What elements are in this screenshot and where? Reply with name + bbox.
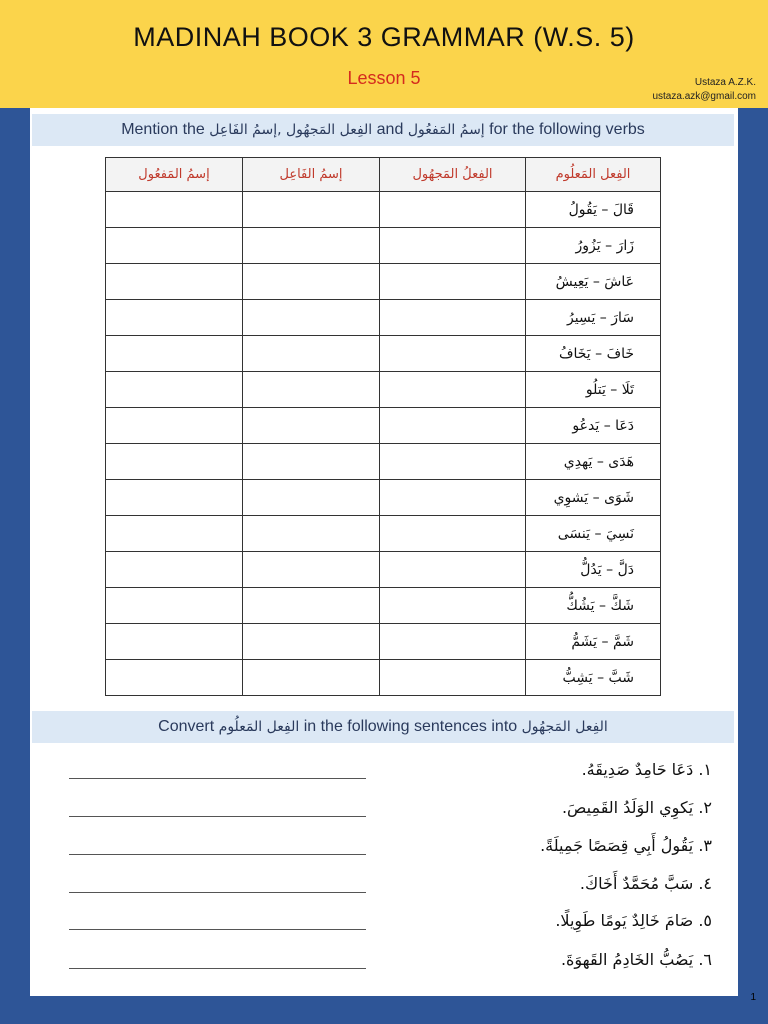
answer-cell[interactable] — [106, 192, 243, 228]
answer-cell[interactable] — [243, 552, 380, 588]
answer-cell[interactable] — [243, 516, 380, 552]
answer-line[interactable] — [69, 929, 366, 930]
answer-line[interactable] — [69, 778, 366, 779]
table-header-row — [106, 158, 661, 192]
answer-cell[interactable] — [380, 624, 526, 660]
table-row — [106, 480, 661, 516]
lesson-label: Lesson 5 — [347, 68, 421, 88]
answer-cell[interactable] — [106, 408, 243, 444]
table-row — [106, 624, 661, 660]
answer-cell[interactable] — [380, 228, 526, 264]
sentence-row — [66, 836, 712, 866]
answer-cell[interactable] — [106, 228, 243, 264]
answer-cell[interactable] — [243, 624, 380, 660]
verb-cell: خَافَ – يَخَافُ — [526, 336, 661, 372]
table-row — [106, 300, 661, 336]
answer-cell[interactable] — [106, 300, 243, 336]
answer-cell[interactable] — [380, 300, 526, 336]
answer-line[interactable] — [69, 816, 366, 817]
table-row — [106, 408, 661, 444]
section2-middle: in the following sentences into — [303, 718, 518, 735]
table-row — [106, 192, 661, 228]
section2-term1: الفِعل المَعلُوم — [218, 719, 300, 735]
verb-cell: شَبَّ – يَشِبُّ — [526, 660, 661, 696]
answer-cell[interactable] — [106, 444, 243, 480]
section2-term2: الفِعل المَجهُول — [521, 719, 608, 735]
sentence-row — [66, 760, 712, 790]
author-email: ustaza.azk@gmail.com — [652, 91, 756, 102]
table-row — [106, 588, 661, 624]
verb-cell: دَعَا – يَدعُو — [526, 408, 661, 444]
answer-cell[interactable] — [106, 336, 243, 372]
answer-cell[interactable] — [106, 660, 243, 696]
sentence-text: ٣. يَقُولُ أَبِي قِصَصًا جَمِيلَةً. — [540, 836, 712, 855]
verb-cell: نَسِيَ – يَنسَى — [526, 516, 661, 552]
answer-line[interactable] — [69, 854, 366, 855]
answer-cell[interactable] — [243, 480, 380, 516]
section1-suffix: for the following verbs — [489, 121, 645, 138]
sentence-row — [66, 911, 712, 941]
answer-cell[interactable] — [243, 372, 380, 408]
header-ism-mafool: إسمُ المَفعُول — [106, 158, 243, 192]
answer-cell[interactable] — [106, 588, 243, 624]
answer-cell[interactable] — [106, 624, 243, 660]
section2-prefix: Convert — [158, 718, 215, 735]
answer-cell[interactable] — [243, 300, 380, 336]
answer-cell[interactable] — [380, 588, 526, 624]
header-ism-fail: إسمُ الفَاعِل — [243, 158, 380, 192]
section1-instruction — [32, 114, 734, 146]
sentence-row — [66, 874, 712, 904]
table-row — [106, 552, 661, 588]
table-row — [106, 264, 661, 300]
answer-cell[interactable] — [243, 588, 380, 624]
section1-term-last: إسمُ المَفعُول — [407, 122, 485, 138]
answer-cell[interactable] — [106, 480, 243, 516]
sentence-row — [66, 798, 712, 828]
sentence-text: ١. دَعَا حَامِدٌ صَدِيقَهُ. — [581, 760, 712, 779]
page-number: 1 — [750, 992, 756, 1003]
verb-cell: زَارَ – يَزُورُ — [526, 228, 661, 264]
answer-cell[interactable] — [380, 336, 526, 372]
sentence-text: ٤. سَبَّ مُحَمَّدٌ أَخَاكَ. — [579, 874, 712, 893]
table-row — [106, 228, 661, 264]
answer-cell[interactable] — [243, 192, 380, 228]
header-fil-maloom: الفِعل المَعلُوم — [526, 158, 661, 192]
sentence-text: ٥. صَامَ خَالِدٌ يَومًا طَوِيلًا. — [555, 911, 712, 930]
answer-cell[interactable] — [243, 336, 380, 372]
answer-cell[interactable] — [106, 552, 243, 588]
sentence-row — [66, 950, 712, 980]
table-row — [106, 372, 661, 408]
answer-cell[interactable] — [243, 660, 380, 696]
answer-line[interactable] — [69, 968, 366, 969]
verb-cell: عَاشَ – يَعِيشُ — [526, 264, 661, 300]
verb-cell: قَالَ – يَقُولُ — [526, 192, 661, 228]
answer-line[interactable] — [69, 892, 366, 893]
verb-cell: تَلَا – يَتلُو — [526, 372, 661, 408]
sentence-text: ٦. يَصُبُّ الخَادِمُ القَهوَةَ. — [560, 950, 712, 969]
header-fil-majhool: الفِعلُ المَجهُول — [380, 158, 526, 192]
answer-cell[interactable] — [380, 372, 526, 408]
answer-cell[interactable] — [380, 192, 526, 228]
table-row — [106, 660, 661, 696]
section1-terms: الفِعل المَجهُول ,إسمُ الفَاعِل — [209, 122, 373, 138]
verb-cell: دَلَّ – يَدُلُّ — [526, 552, 661, 588]
worksheet-page — [30, 108, 738, 996]
verb-cell: شَكَّ – يَشُكُّ — [526, 588, 661, 624]
worksheet-title: MADINAH BOOK 3 GRAMMAR (W.S. 5) — [133, 22, 635, 52]
verb-cell: سَارَ – يَسِيرُ — [526, 300, 661, 336]
section1-connector: and — [376, 121, 404, 138]
author-info — [652, 76, 756, 104]
verb-cell: هَدَى – يَهدِي — [526, 444, 661, 480]
answer-cell[interactable] — [380, 444, 526, 480]
section2-instruction — [32, 711, 734, 743]
author-name: Ustaza A.Z.K. — [694, 77, 756, 88]
answer-cell[interactable] — [380, 264, 526, 300]
answer-cell[interactable] — [106, 516, 243, 552]
answer-cell[interactable] — [380, 516, 526, 552]
answer-cell[interactable] — [243, 228, 380, 264]
answer-cell[interactable] — [106, 264, 243, 300]
answer-cell[interactable] — [380, 660, 526, 696]
answer-cell[interactable] — [106, 372, 243, 408]
verb-cell: شَمَّ – يَشَمُّ — [526, 624, 661, 660]
answer-cell[interactable] — [243, 408, 380, 444]
section1-prefix: Mention the — [121, 121, 205, 138]
answer-cell[interactable] — [380, 480, 526, 516]
verb-cell: شَوَى – يَشوِي — [526, 480, 661, 516]
table-row — [106, 444, 661, 480]
answer-cell[interactable] — [243, 264, 380, 300]
sentence-text: ٢. يَكوِي الوَلَدُ القَمِيصَ. — [561, 798, 712, 817]
answer-cell[interactable] — [380, 552, 526, 588]
answer-cell[interactable] — [380, 408, 526, 444]
table-row — [106, 516, 661, 552]
answer-cell[interactable] — [243, 444, 380, 480]
header-band — [0, 0, 768, 108]
verbs-table — [105, 157, 661, 696]
table-row — [106, 336, 661, 372]
